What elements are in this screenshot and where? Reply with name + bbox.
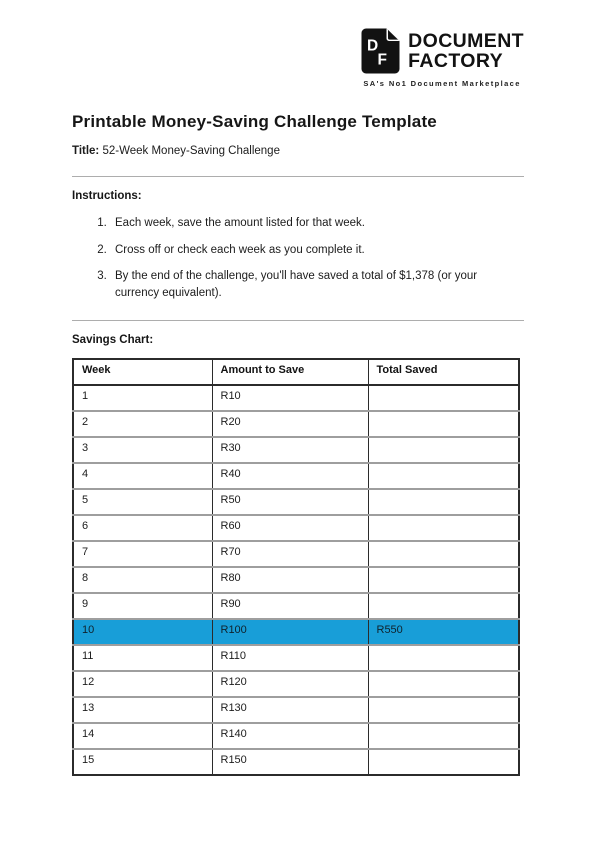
amount-cell: R20 (212, 411, 368, 437)
table-row (73, 515, 519, 541)
amount-cell: R10 (212, 385, 368, 411)
instructions-heading: Instructions: (72, 190, 142, 202)
column-header-week: Week (73, 359, 212, 385)
table-row (73, 749, 519, 775)
total-cell (368, 671, 519, 697)
page-title: Printable Money-Saving Challenge Template (72, 112, 437, 131)
table-row (73, 567, 519, 593)
week-cell: 6 (73, 515, 212, 541)
amount-cell: R130 (212, 697, 368, 723)
total-cell (368, 463, 519, 489)
document-subtitle (72, 145, 524, 157)
brand-line2: FACTORY (408, 50, 504, 72)
document-factory-icon (360, 28, 400, 74)
logo-row (360, 28, 524, 74)
amount-cell: R80 (212, 567, 368, 593)
amount-cell: R90 (212, 593, 368, 619)
total-cell (368, 593, 519, 619)
total-cell (368, 411, 519, 437)
week-cell: 12 (73, 671, 212, 697)
table-row (73, 645, 519, 671)
monogram-f: F (377, 51, 388, 69)
week-cell: 7 (73, 541, 212, 567)
savings-table-body (73, 385, 519, 775)
week-cell: 2 (73, 411, 212, 437)
table-row (73, 619, 519, 645)
amount-cell: R50 (212, 489, 368, 515)
divider (72, 320, 524, 321)
total-cell (368, 489, 519, 515)
week-cell: 8 (73, 567, 212, 593)
table-row (73, 411, 519, 437)
logo (360, 28, 524, 88)
divider (72, 176, 524, 177)
savings-table (72, 358, 520, 776)
savings-chart-heading: Savings Chart: (72, 334, 154, 346)
table-row (73, 723, 519, 749)
week-cell: 15 (73, 749, 212, 775)
amount-cell: R30 (212, 437, 368, 463)
instruction-item: 1. Each week, save the amount listed for that week. (110, 215, 522, 232)
week-cell: 11 (73, 645, 212, 671)
table-row (73, 593, 519, 619)
table-row (73, 697, 519, 723)
amount-cell: R140 (212, 723, 368, 749)
total-cell (368, 437, 519, 463)
amount-cell: R60 (212, 515, 368, 541)
subtitle-label: Title: (72, 145, 100, 157)
brand-tagline: SA's No1 Document Marketplace (363, 79, 521, 88)
week-cell: 14 (73, 723, 212, 749)
table-row (73, 463, 519, 489)
total-cell: R550 (368, 619, 519, 645)
week-cell: 9 (73, 593, 212, 619)
total-cell (368, 723, 519, 749)
brand-name (408, 31, 524, 71)
table-header-row (73, 359, 519, 385)
amount-cell: R120 (212, 671, 368, 697)
subtitle-value: 52-Week Money-Saving Challenge (102, 145, 280, 157)
instructions-list (72, 215, 524, 301)
total-cell (368, 541, 519, 567)
amount-cell: R70 (212, 541, 368, 567)
week-cell: 5 (73, 489, 212, 515)
week-cell: 1 (73, 385, 212, 411)
total-cell (368, 515, 519, 541)
table-row (73, 437, 519, 463)
week-cell: 3 (73, 437, 212, 463)
column-header-amount: Amount to Save (212, 359, 368, 385)
week-cell: 13 (73, 697, 212, 723)
table-row (73, 385, 519, 411)
column-header-total: Total Saved (368, 359, 519, 385)
total-cell (368, 749, 519, 775)
amount-cell: R40 (212, 463, 368, 489)
total-cell (368, 385, 519, 411)
week-cell: 10 (73, 619, 212, 645)
total-cell (368, 567, 519, 593)
brand-line1: DOCUMENT (408, 30, 524, 52)
instruction-item: 2. Cross off or check each week as you complete it. (110, 242, 522, 259)
amount-cell: R100 (212, 619, 368, 645)
amount-cell: R110 (212, 645, 368, 671)
monogram-d: D (367, 37, 379, 55)
table-row (73, 489, 519, 515)
total-cell (368, 697, 519, 723)
week-cell: 4 (73, 463, 212, 489)
table-row (73, 671, 519, 697)
instruction-item: 3. By the end of the challenge, you'll have saved a total of $1,378 (or your currency equivalent). (110, 268, 522, 301)
table-row (73, 541, 519, 567)
total-cell (368, 645, 519, 671)
amount-cell: R150 (212, 749, 368, 775)
